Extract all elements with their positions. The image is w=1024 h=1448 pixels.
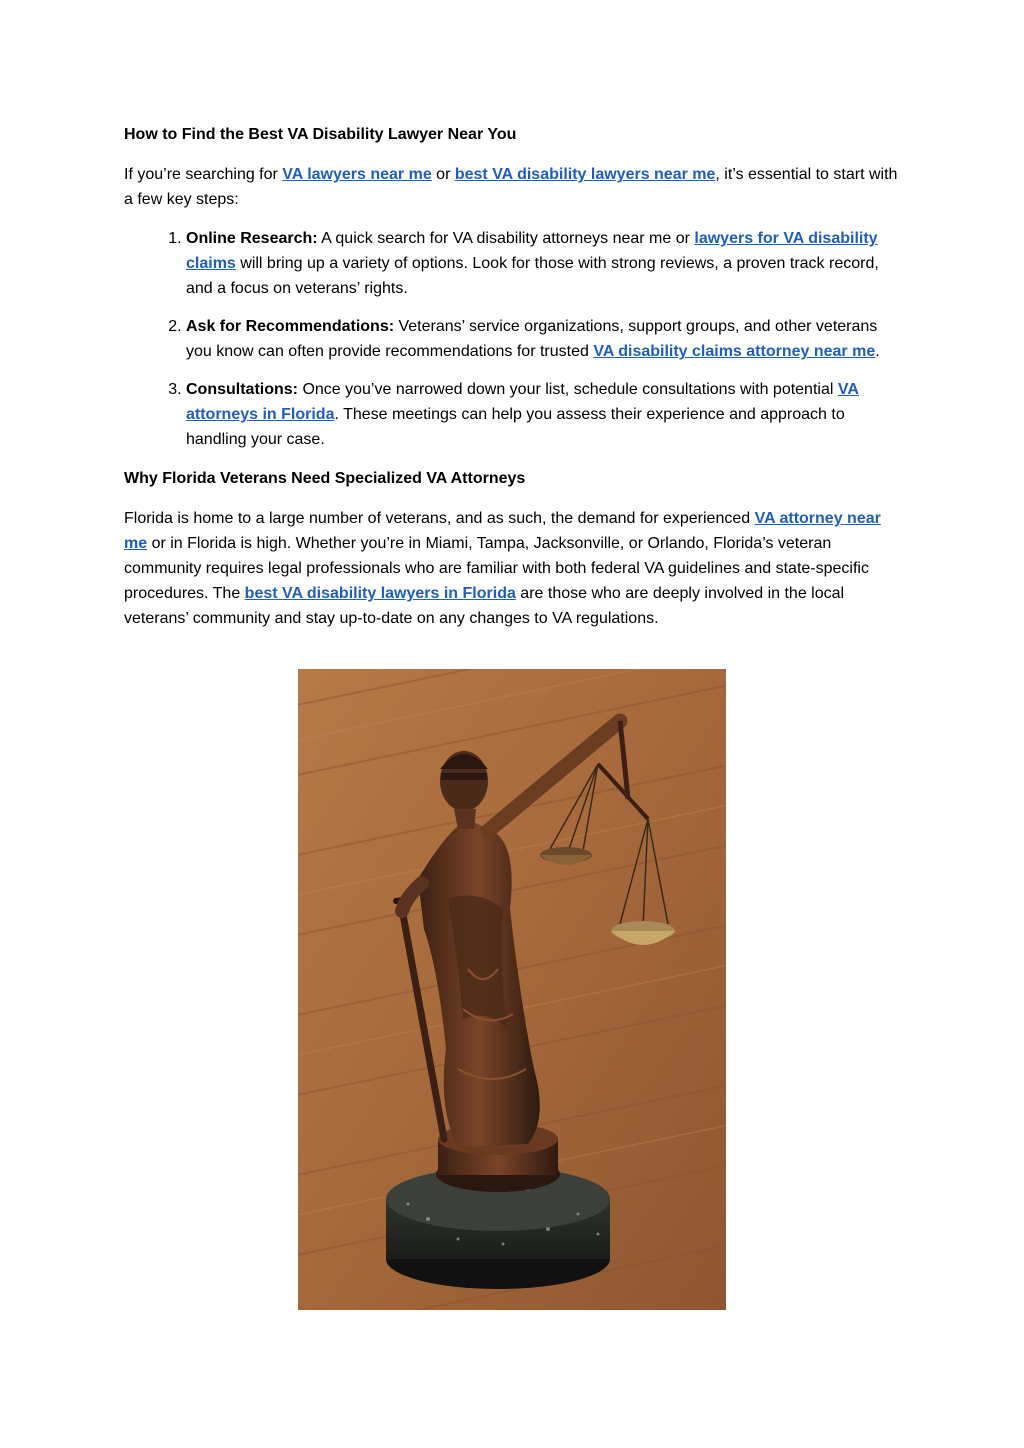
lady-justice-statue-photo bbox=[298, 669, 726, 1310]
link-va-disability-claims-attorney-near-me[interactable]: VA disability claims attorney near me bbox=[593, 343, 876, 360]
step-text: will bring up a variety of options. Look for those with strong reviews, a proven track record, and a focus on veterans’ rights. bbox=[186, 255, 879, 297]
step-lead: Ask for Recommendations: bbox=[186, 318, 395, 335]
intro-paragraph bbox=[124, 162, 904, 212]
list-item-recommendations bbox=[186, 314, 904, 364]
step-text: A quick search for VA disability attorneys near me or bbox=[317, 230, 695, 247]
section-heading-find-lawyer: How to Find the Best VA Disability Lawyer Near You bbox=[124, 126, 517, 143]
list-item-online-research bbox=[186, 226, 904, 301]
body-text-3: are those who are deeply involved in the local veterans’ community and stay up-to-date on any changes to VA regulations. bbox=[124, 585, 845, 627]
florida-paragraph bbox=[124, 506, 904, 631]
body-text-2: or in Florida is high. Whether you’re in Miami, Tampa, Jacksonville, or Orlando, Florida’s veteran community requires legal professionals who are familiar with both federal VA guidelines and state-specific procedures. The bbox=[124, 535, 869, 602]
link-best-va-disability-lawyers-in-florida[interactable]: best VA disability lawyers in Florida bbox=[244, 585, 516, 602]
step-text: Once you’ve narrowed down your list, schedule consultations with potential bbox=[298, 381, 838, 398]
intro-text-3: , it’s essential to start with a few key steps: bbox=[124, 166, 898, 208]
section-heading-florida-veterans: Why Florida Veterans Need Specialized VA Attorneys bbox=[124, 470, 526, 487]
list-item-consultations bbox=[186, 377, 904, 452]
link-best-va-disability-lawyers-near-me[interactable]: best VA disability lawyers near me bbox=[454, 166, 716, 183]
link-va-lawyers-near-me[interactable]: VA lawyers near me bbox=[282, 166, 432, 183]
steps-list bbox=[124, 226, 904, 452]
document-page bbox=[124, 122, 904, 645]
link-va-attorney-near-me[interactable]: VA attorney near me bbox=[124, 510, 881, 552]
step-text: . These meetings can help you assess their experience and approach to handling your case. bbox=[186, 406, 845, 448]
step-lead: Consultations: bbox=[186, 381, 298, 398]
step-text: . bbox=[875, 343, 880, 360]
link-lawyers-for-va-disability-claims[interactable]: lawyers for VA disability claims bbox=[186, 230, 878, 272]
step-text: Veterans’ service organizations, support groups, and other veterans you know can often provide recommendations for trusted bbox=[186, 318, 878, 360]
step-lead: Online Research: bbox=[186, 230, 318, 247]
link-va-attorneys-in-florida[interactable]: VA attorneys in Florida bbox=[186, 381, 859, 423]
body-text-1: Florida is home to a large number of veterans, and as such, the demand for experienced bbox=[124, 510, 755, 527]
intro-text-1: If you’re searching for bbox=[124, 166, 283, 183]
intro-text-2: or bbox=[431, 166, 455, 183]
